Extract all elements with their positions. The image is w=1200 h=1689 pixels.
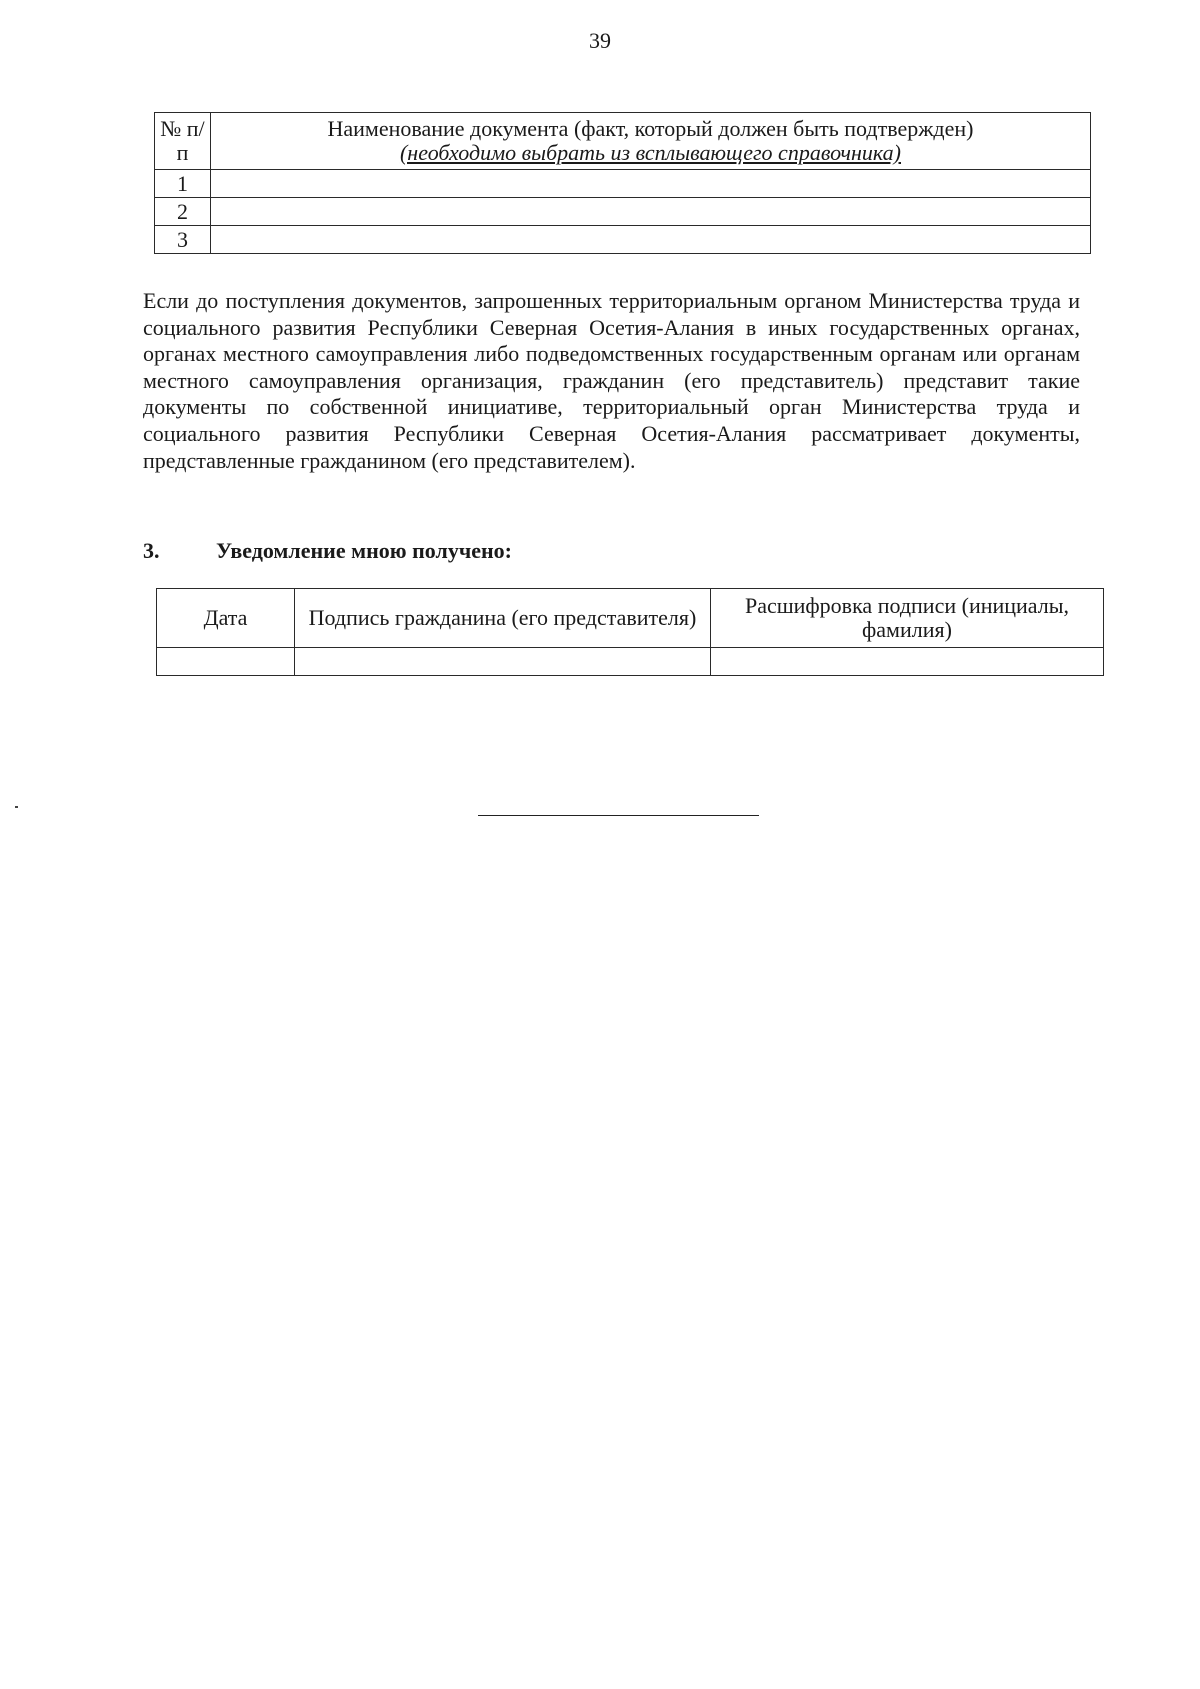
signature-header: Подпись гражданина (его представителя)	[295, 589, 711, 648]
header-title-cell	[211, 113, 1091, 170]
decoding-header: Расшифровка подписи (инициалы, фамилия)	[711, 589, 1104, 648]
decoding-cell[interactable]	[711, 648, 1104, 676]
table-row	[157, 648, 1104, 676]
row-number: 3	[155, 226, 211, 254]
scan-speck	[15, 806, 18, 808]
body-paragraph: Если до поступления документов, запрошенных территориальным органом Министерства труда и социального развития Республики Северная Осетия-Алания в иных государственных органах, органах местного самоуправления либо подведомственных государственным органам или органам местного самоуправления организация, гражданин (его представитель) представит такие документы по собственной инициативе, территориальный орган Министерства труда и социального развития Республики Северная Осетия-Алания рассматривает документы, представленные гражданином (его представителем).	[143, 288, 1080, 473]
header-num-label: № п/п	[160, 116, 205, 165]
page-number: 39	[589, 28, 611, 53]
date-cell[interactable]	[157, 648, 295, 676]
signature-table	[156, 588, 1104, 676]
row-number: 2	[155, 198, 211, 226]
table-row	[155, 170, 1091, 198]
documents-table	[154, 112, 1091, 254]
row-number: 1	[155, 170, 211, 198]
section-heading	[143, 538, 512, 564]
table-row	[155, 198, 1091, 226]
section-number: 3.	[143, 538, 160, 563]
document-name-cell[interactable]	[211, 198, 1091, 226]
date-header: Дата	[157, 589, 295, 648]
document-name-cell[interactable]	[211, 170, 1091, 198]
header-num-cell	[155, 113, 211, 170]
closing-divider	[478, 815, 759, 816]
section-title: Уведомление мною получено:	[216, 538, 512, 563]
signature-cell[interactable]	[295, 648, 711, 676]
document-name-cell[interactable]	[211, 226, 1091, 254]
signature-table-header	[157, 589, 1104, 648]
documents-table-header	[155, 113, 1091, 170]
header-subtitle: (необходимо выбрать из всплывающего справочника)	[399, 140, 901, 165]
header-title: Наименование документа (факт, который должен быть подтвержден)	[327, 116, 974, 141]
table-row	[155, 226, 1091, 254]
